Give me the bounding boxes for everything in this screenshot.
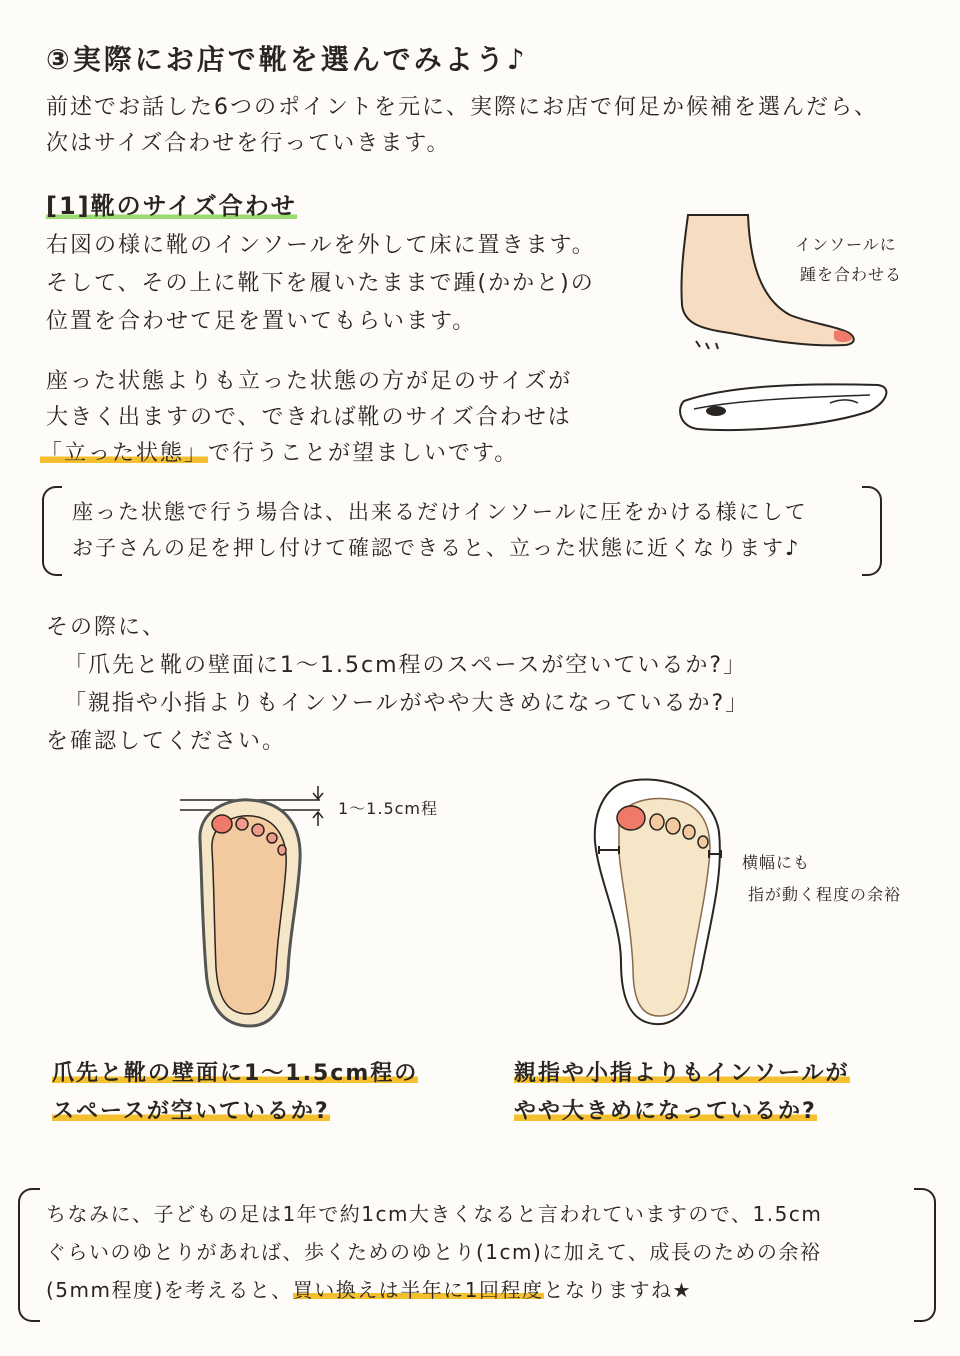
para2-rest: で行うことが望ましいです。 — [208, 441, 519, 466]
bracket-note-line-2: お子さんの足を押し付けて確認できると、立った状態に近くなります♪ — [72, 536, 801, 560]
insole-note-1: インソールに — [795, 235, 897, 254]
footer-line-3 — [46, 1274, 692, 1303]
footer-line-2: ぐらいのゆとりがあれば、歩くためのゆとり(1cm)に加えて、成長のための余裕 — [46, 1240, 822, 1264]
check-lead: その際に、 — [46, 615, 167, 640]
check-end: を確認してください。 — [46, 729, 287, 754]
replacement-highlight: 買い換えは半年に1回程度 — [292, 1278, 544, 1302]
section-heading — [46, 186, 297, 221]
toe-gap-diagram — [170, 780, 340, 1035]
side-label-1: 横幅にも — [742, 853, 811, 872]
para1-line-2: そして、その上に靴下を履いたままで踵(かかと)の — [46, 271, 595, 296]
footer-bracket-left — [18, 1188, 40, 1322]
check-item-1: 「爪先と靴の壁面に1～1.5cm程のスペースが空いているか?」 — [64, 653, 748, 678]
left-caption-text-1: 爪先と靴の壁面に1～1.5cm程の — [52, 1061, 419, 1086]
check-item-2: 「親指や小指よりもインソールがやや大きめになっているか?」 — [64, 691, 750, 716]
para2-line-2: 大きく出ますので、できれば靴のサイズ合わせは — [46, 405, 572, 430]
bracket-note-line-1: 座った状態で行う場合は、出来るだけインソールに圧をかける様にして — [72, 500, 808, 524]
section-heading-text: [1]靴のサイズ合わせ — [46, 192, 297, 220]
para1-line-3: 位置を合わせて足を置いてもらいます。 — [46, 309, 477, 334]
gap-label: 1～1.5cm程 — [338, 799, 439, 818]
right-caption-text-2: やや大きめになっているか? — [514, 1099, 817, 1124]
side-label-2: 指が動く程度の余裕 — [748, 885, 902, 904]
insole-width-diagram — [585, 772, 745, 1034]
right-caption-text-1: 親指や小指よりもインソールが — [514, 1061, 850, 1086]
right-caption-line-1 — [514, 1056, 850, 1087]
page-title: ③実際にお店で靴を選んでみよう♪ — [46, 43, 528, 76]
footer-line-1: ちなみに、子どもの足は1年で約1cm大きくなると言われていますので、1.5cm — [46, 1202, 823, 1226]
para2-line-1: 座った状態よりも立った状態の方が足のサイズが — [46, 369, 573, 394]
intro-line-1: 前述でお話した6つのポイントを元に、実際にお店で何足か候補を選んだら、 — [46, 95, 878, 120]
para1-line-1: 右図の様に靴のインソールを外して床に置きます。 — [46, 233, 596, 258]
note-bracket-right — [862, 486, 882, 576]
footer-bracket-right — [914, 1188, 936, 1322]
standing-highlight: 「立った状態」 — [40, 441, 209, 466]
note-bracket-left — [42, 486, 62, 576]
para2-line-3 — [40, 436, 518, 467]
right-caption-line-2 — [514, 1094, 817, 1125]
left-caption-line-1 — [52, 1056, 418, 1087]
insole-note-2: 踵を合わせる — [800, 265, 903, 284]
intro-line-2: 次はサイズ合わせを行っていきます。 — [46, 131, 451, 156]
left-caption-text-2: スペースが空いているか? — [52, 1099, 330, 1124]
left-caption-line-2 — [52, 1094, 330, 1125]
footer-line-3-pre: (5mm程度)を考えると、 — [46, 1278, 293, 1302]
footer-line-3-post: となりますね★ — [543, 1278, 692, 1302]
